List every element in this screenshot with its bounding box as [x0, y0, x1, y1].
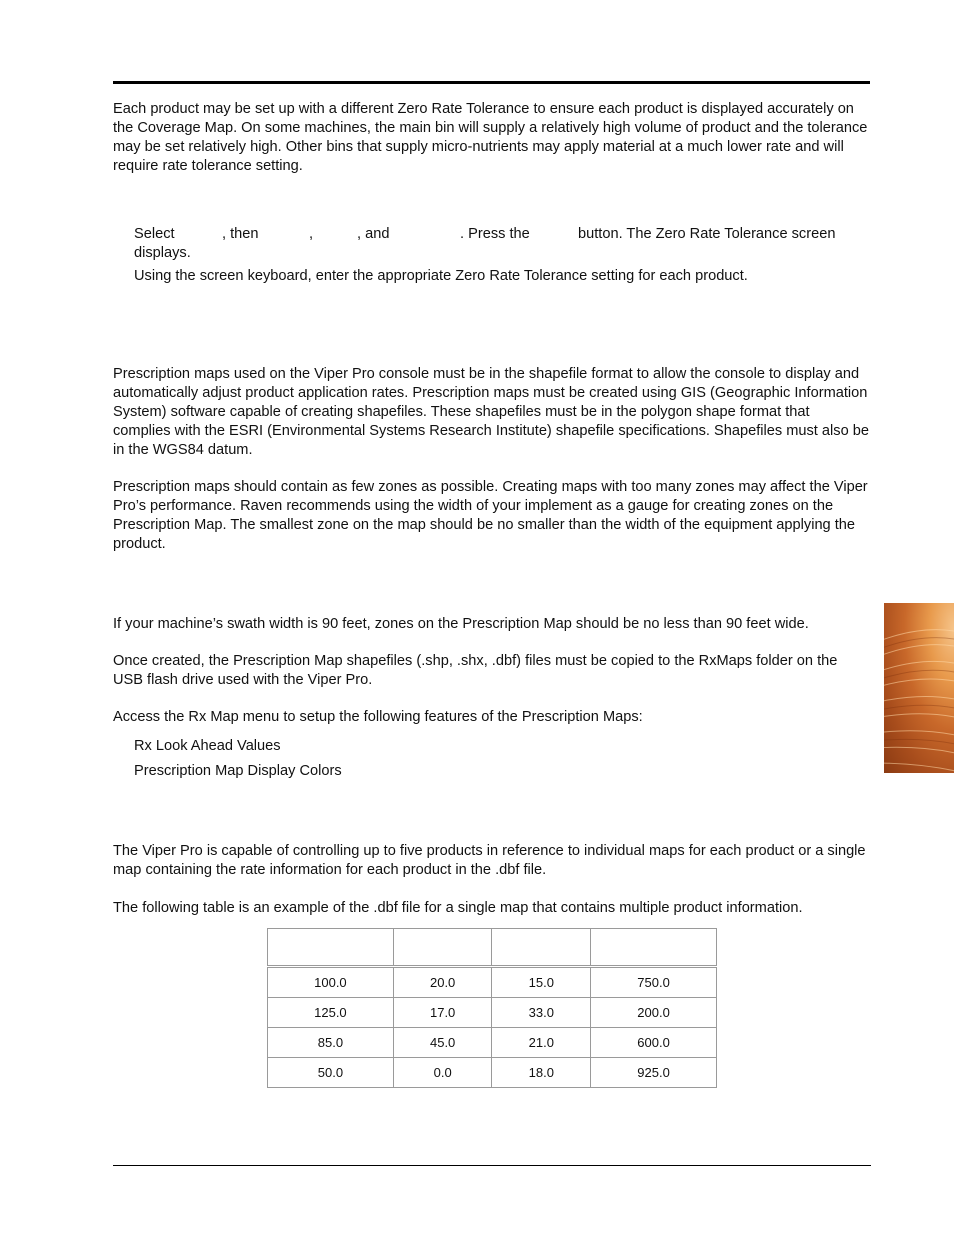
feature-item: Prescription Map Display Colors [134, 763, 342, 779]
table-cell: 200.0 [591, 998, 717, 1028]
table-header-cell [591, 929, 717, 967]
table-cell: 15.0 [492, 967, 591, 998]
copy-paragraph: Once created, the Prescription Map shapefiles (.shp, .shx, .dbf) files must be copied to the RxMaps folder on the USB flash drive used with the Viper Pro. [113, 653, 838, 688]
table-cell: 100.0 [268, 967, 394, 998]
chapter-tab-swirl [884, 603, 954, 773]
table-cell: 85.0 [268, 1028, 394, 1058]
step1-then: , then [222, 226, 259, 242]
table-cell: 925.0 [591, 1058, 717, 1088]
table-cell: 0.0 [393, 1058, 492, 1088]
table-header-cell [492, 929, 591, 967]
table-cell: 21.0 [492, 1028, 591, 1058]
table-cell: 125.0 [268, 998, 394, 1028]
table-cell: 45.0 [393, 1028, 492, 1058]
table-cell: 600.0 [591, 1028, 717, 1058]
table-intro: The following table is an example of the .dbf file for a single map that contains multiple product information. [113, 900, 803, 916]
table-cell: 17.0 [393, 998, 492, 1028]
feature-item: Rx Look Ahead Values [134, 738, 281, 754]
step1-and: , and [357, 226, 390, 242]
table-row [268, 998, 717, 1028]
table-cell: 18.0 [492, 1058, 591, 1088]
table-cell: 750.0 [591, 967, 717, 998]
table-header-row [268, 929, 717, 967]
rx-paragraph-2: Prescription maps should contain as few zones as possible. Creating maps with too many zones may affect the Viper Pro’s performance. Raven recommends using the width of your implement as a gauge for creating zones on the Prescription Map. The smallest zone on the map should be no smaller than the width of the equipment applying the product. [113, 479, 868, 552]
access-paragraph: Access the Rx Map menu to setup the following features of the Prescription Maps: [113, 709, 643, 725]
step1-select: Select [134, 226, 175, 242]
step1-rest: button. The Zero Rate Tolerance screen [578, 226, 836, 242]
table-cell: 33.0 [492, 998, 591, 1028]
table-header-cell [393, 929, 492, 967]
table-row [268, 967, 717, 998]
chapter-tab-decoration [884, 603, 954, 773]
step1-line2: displays. [134, 245, 191, 261]
table-row [268, 1058, 717, 1088]
multi-paragraph: The Viper Pro is capable of controlling up to five products in reference to individual maps for each product or a single map containing the rate information for each product in the .dbf file. [113, 843, 866, 878]
table-cell: 50.0 [268, 1058, 394, 1088]
header-rule [113, 81, 870, 84]
rx-paragraph-1: Prescription maps used on the Viper Pro console must be in the shapefile format to allow the console to display and automatically adjust product application rates. Prescription maps must be created using GIS (Geographic Information System) software capable of creating shapefiles. These shapefiles must be in the polygon shape format that complies with the ESRI (Environmental Systems Research Institute) shapefile specifications. Shapefiles must also be in the WGS84 datum. [113, 366, 869, 458]
step1-press-the: . Press the [460, 226, 530, 242]
intro-paragraph: Each product may be set up with a different Zero Rate Tolerance to ensure each product is displayed accurately on the Coverage Map. On some machines, the main bin will supply a relatively high volume of product and the tolerance may be set relatively high. Other bins that supply micro-nutrients may apply material at a much lower rate and will require rate tolerance setting. [113, 101, 868, 174]
step-2: Using the screen keyboard, enter the appropriate Zero Rate Tolerance setting for each product. [134, 268, 748, 284]
step1-comma: , [309, 226, 314, 242]
table-cell: 20.0 [393, 967, 492, 998]
dbf-example-table [267, 928, 717, 1088]
footer-rule [113, 1165, 871, 1166]
example-paragraph: If your machine’s swath width is 90 feet, zones on the Prescription Map should be no less than 90 feet wide. [113, 616, 809, 632]
table-header-cell [268, 929, 394, 967]
table-row [268, 1028, 717, 1058]
